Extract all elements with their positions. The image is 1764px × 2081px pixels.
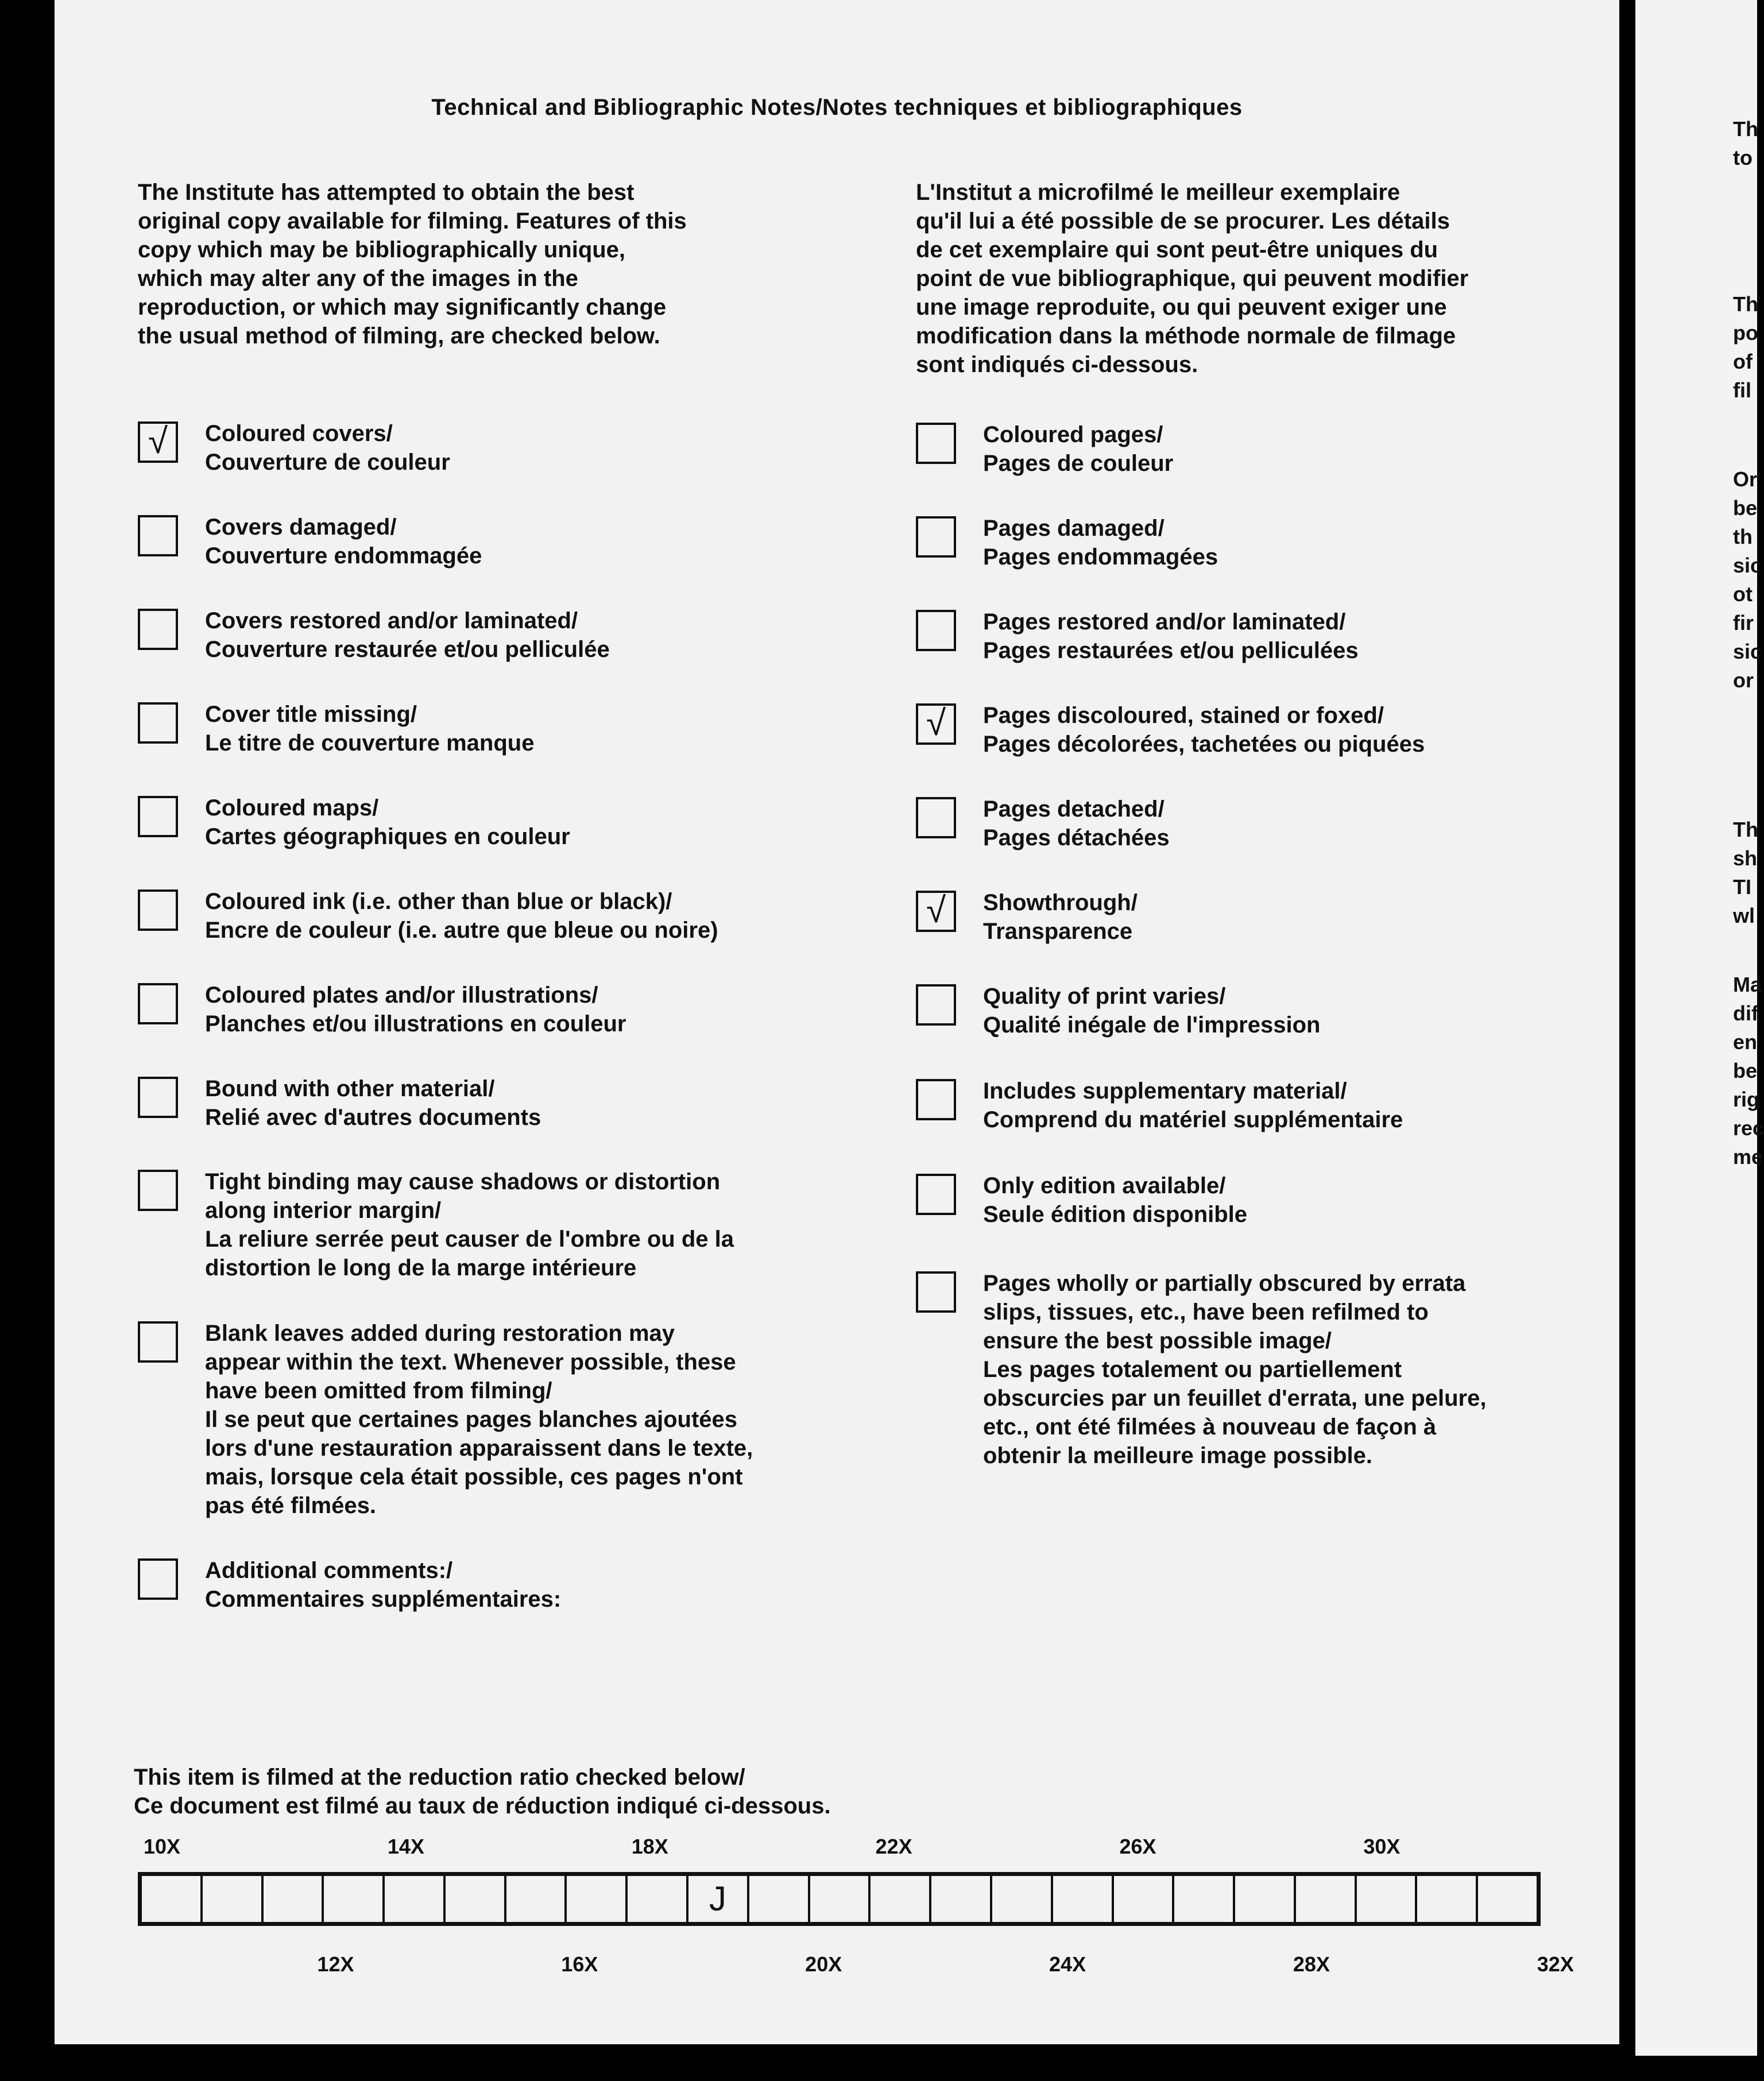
scale-bottom-label: 28X [1293,1952,1330,1976]
right-checkbox-3[interactable] [916,703,956,745]
left-checkbox-1[interactable] [138,515,178,556]
left-item-label-5: Coloured ink (i.e. other than blue or black)/ Encre de couleur (i.e. autre que bleue ou noire) [205,889,718,943]
adjacent-page-text: or [1733,668,1754,692]
left-checkbox-6[interactable] [138,983,178,1024]
right-item-label-0: Coloured pages/ Pages de couleur [983,422,1174,476]
page-title: Technical and Bibliographic Notes/Notes techniques et bibliographiques [431,95,1243,120]
scale-cell[interactable] [1053,1876,1114,1922]
intro-english: The Institute has attempted to obtain the best original copy available for filming. Features of this copy which may be bibliographically unique, which may alter any of the images in the reproduction, or which may significantly change the usual method of filming, are checked below. [138,180,687,349]
right-item-label-6: Quality of print varies/ Qualité inégale de l'impression [983,984,1321,1038]
checkmark-icon: √ [148,421,168,461]
scale-cell[interactable] [1296,1876,1357,1922]
scale-cell[interactable] [142,1876,203,1922]
left-item-label-7: Bound with other material/ Relié avec d'autres documents [205,1076,541,1130]
scale-top-label: 22X [875,1835,912,1858]
left-item-label-0: Coloured covers/ Couverture de couleur [205,421,450,475]
adjacent-page-edge [1635,0,1764,2056]
adjacent-page-text: sh [1733,846,1758,870]
adjacent-page-text: Th [1733,818,1758,841]
scale-bottom-label: 12X [317,1952,354,1976]
left-checkbox-0[interactable] [138,421,178,463]
checkmark-icon: √ [926,891,946,930]
right-item-label-4: Pages detached/ Pages détachées [983,796,1170,850]
right-item-label-2: Pages restored and/or laminated/ Pages restaurées et/ou pelliculées [983,609,1359,663]
right-item-label-7: Includes supplementary material/ Comprend du matériel supplémentaire [983,1078,1403,1132]
scale-cell[interactable] [1417,1876,1478,1922]
right-checkbox-8[interactable] [916,1174,956,1215]
right-checkbox-4[interactable] [916,797,956,838]
scale-bottom-label: 24X [1049,1952,1086,1976]
scale-top-label: 18X [631,1835,668,1858]
reduction-scale [138,1872,1541,1926]
scale-cell[interactable] [446,1876,506,1922]
scale-cell[interactable] [567,1876,628,1922]
intro-french: L'Institut a microfilmé le meilleur exemplaire qu'il lui a été possible de se procurer. Les détails de cet exemplaire qui sont peut-être uniques du point de vue bibliographique, qui peuvent modifier une image reproduite, ou qui peuvent exiger une modification dans la méthode normale de filmage sont indiqués ci-dessous. [916,180,1469,377]
left-checkbox-7[interactable] [138,1077,178,1118]
scale-top-label: 30X [1363,1835,1401,1858]
left-checkbox-5[interactable] [138,889,178,931]
adjacent-page-text: rec [1733,1116,1764,1140]
right-item-label-5: Showthrough/ Transparence [983,890,1138,944]
checkmark-icon: J [709,1879,726,1918]
scale-cell[interactable] [1235,1876,1296,1922]
scale-cell[interactable] [1478,1876,1537,1922]
scale-top-label: 14X [387,1835,424,1858]
left-item-label-2: Covers restored and/or laminated/ Couverture restaurée et/ou pelliculée [205,608,610,662]
left-checkbox-3[interactable] [138,702,178,744]
scale-cell[interactable] [264,1876,324,1922]
document-page [55,0,1619,2044]
right-item-label-8: Only edition available/ Seule édition disponible [983,1173,1248,1227]
adjacent-page-text: sic [1733,554,1762,577]
adjacent-page-text: to [1733,146,1753,169]
checkmark-icon: √ [926,703,946,743]
left-item-label-9: Blank leaves added during restoration may appear within the text. Whenever possible, these have been omitted from filming/ Il se peut que certaines pages blanches ajoutées lors d'une restauration apparaissent dans le texte, mais, lorsque cela était possible, ces pages n'ont pas été filmées. [205,1321,753,1518]
right-item-label-1: Pages damaged/ Pages endommagées [983,516,1218,570]
scale-cell[interactable] [871,1876,931,1922]
scale-cell[interactable] [749,1876,810,1922]
reduction-ratio-text: This item is filmed at the reduction ratio checked below/ Ce document est filmé au taux de réduction indiqué ci-dessous. [134,1765,831,1819]
adjacent-page-text: en [1733,1030,1758,1054]
right-item-label-3: Pages discoloured, stained or foxed/ Pages décolorées, tachetées ou piquées [983,703,1425,757]
adjacent-page-text: Ma [1733,973,1762,996]
right-checkbox-1[interactable] [916,516,956,558]
scale-cell[interactable] [324,1876,385,1922]
right-checkbox-9[interactable] [916,1271,956,1313]
scale-cell[interactable] [1174,1876,1235,1922]
adjacent-page-text: sic [1733,640,1762,663]
right-checkbox-0[interactable] [916,423,956,464]
right-checkbox-5[interactable] [916,891,956,932]
scale-cell[interactable] [506,1876,567,1922]
scale-cell[interactable] [628,1876,688,1922]
adjacent-page-text: Or [1733,467,1758,491]
adjacent-page-text: po [1733,321,1758,345]
adjacent-page-text: fir [1733,611,1754,635]
left-checkbox-2[interactable] [138,609,178,650]
left-checkbox-10[interactable] [138,1558,178,1600]
adjacent-page-text: Th [1733,292,1758,316]
scale-bottom-label: 16X [561,1952,598,1976]
left-item-label-4: Coloured maps/ Cartes géographiques en couleur [205,795,570,849]
scale-bottom-label: 20X [805,1952,842,1976]
left-checkbox-4[interactable] [138,796,178,837]
adjacent-page-text: rig [1733,1088,1760,1111]
adjacent-page-text: of [1733,350,1753,373]
left-item-label-3: Cover title missing/ Le titre de couverture manque [205,702,535,756]
adjacent-page-text: Th [1733,117,1758,141]
left-item-label-10: Additional comments:/ Commentaires supplémentaires: [205,1558,562,1612]
adjacent-page-text: dif [1733,1001,1758,1025]
scale-bottom-label: 32X [1537,1952,1574,1976]
adjacent-page-text: wl [1733,904,1755,927]
adjacent-page-text: me [1733,1145,1763,1169]
left-item-label-1: Covers damaged/ Couverture endommagée [205,515,482,568]
scale-cell[interactable] [688,1876,749,1922]
adjacent-page-text: ot [1733,582,1753,606]
left-checkbox-9[interactable] [138,1321,178,1363]
scale-cell[interactable] [931,1876,992,1922]
scale-top-label: 10X [144,1835,181,1858]
left-item-label-8: Tight binding may cause shadows or distortion along interior margin/ La reliure serrée peut causer de l'ombre ou de la distortion le long de la marge intérieure [205,1169,734,1281]
left-item-label-6: Coloured plates and/or illustrations/ Planches et/ou illustrations en couleur [205,983,626,1036]
scale-top-label: 26X [1119,1835,1156,1858]
scale-cell[interactable] [385,1876,446,1922]
right-checkbox-6[interactable] [916,984,956,1026]
adjacent-page-text: be [1733,496,1758,520]
scale-cell[interactable] [1114,1876,1175,1922]
right-item-label-9: Pages wholly or partially obscured by errata slips, tissues, etc., have been refilmed to ensure the best possible image/ Les pages totalement ou partiellement obscurcies par un feuillet d'errata, une pelure, etc., ont été filmées à nouveau de façon à obtenir la meilleure image possible. [983,1271,1487,1468]
adjacent-page-text: TI [1733,875,1751,899]
adjacent-page-text: be [1733,1059,1758,1082]
scale-cell[interactable] [992,1876,1053,1922]
adjacent-page-text: fil [1733,378,1751,402]
scale-cell[interactable] [810,1876,871,1922]
scale-cell[interactable] [1357,1876,1418,1922]
right-checkbox-2[interactable] [916,610,956,651]
scale-cell[interactable] [203,1876,264,1922]
adjacent-page-text: th [1733,525,1753,548]
left-checkbox-8[interactable] [138,1170,178,1211]
right-checkbox-7[interactable] [916,1079,956,1120]
